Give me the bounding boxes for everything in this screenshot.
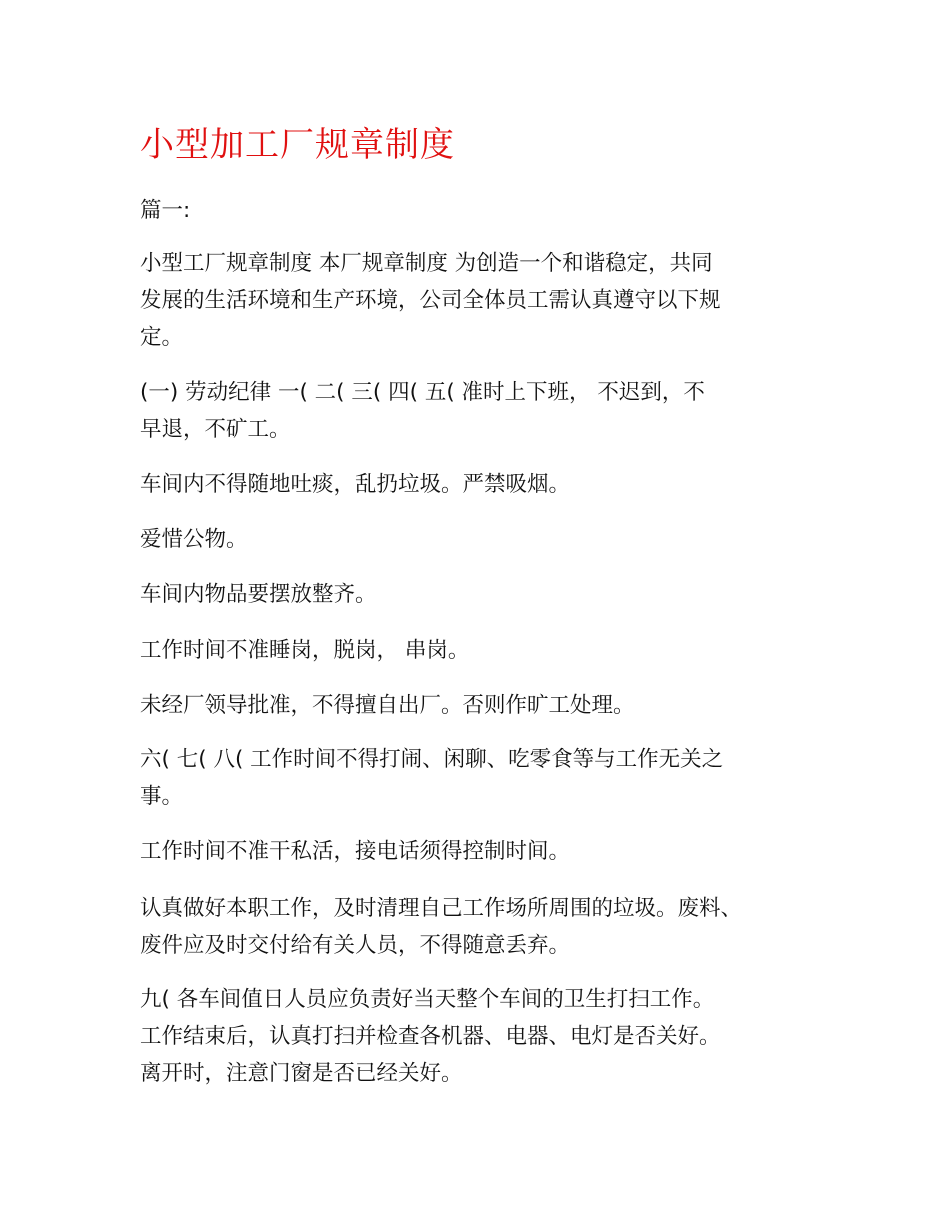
paragraph bbox=[140, 981, 820, 1092]
paragraph bbox=[140, 687, 820, 724]
paragraph bbox=[140, 833, 820, 870]
paragraph-line: 事。 bbox=[140, 784, 184, 809]
paragraph-line: 爱惜公物。 bbox=[140, 527, 248, 552]
paragraph bbox=[140, 576, 820, 613]
paragraph-line: 工作时间不准干私活，接电话须得控制时间。 bbox=[140, 839, 571, 864]
paragraph bbox=[140, 741, 820, 815]
paragraph-line: 九( 各车间值日人员应负责好当天整个车间的卫生打扫工作。 bbox=[140, 987, 715, 1012]
paragraph-line: 小型工厂规章制度 本厂规章制度 为创造一个和谐稳定，共同 bbox=[140, 251, 713, 276]
paragraph bbox=[140, 245, 820, 356]
paragraph-line: 早退，不矿工。 bbox=[140, 417, 291, 442]
paragraph bbox=[140, 374, 820, 448]
paragraph-line: (一) 劳动纪律 一( 二( 三( 四( 五( 准时上下班， 不迟到，不 bbox=[140, 380, 705, 405]
paragraph-line: 篇一: bbox=[140, 198, 191, 223]
paragraph-line: 车间内物品要摆放整齐。 bbox=[140, 582, 377, 607]
paragraph-line: 工作结束后，认真打扫并检查各机器、电器、电灯是否关好。 bbox=[140, 1024, 721, 1049]
document-title: 小型加工厂规章制度 bbox=[140, 125, 455, 165]
paragraph bbox=[140, 192, 820, 229]
paragraph bbox=[140, 521, 820, 558]
paragraph bbox=[140, 466, 820, 503]
paragraph-line: 六( 七( 八( 工作时间不得打闹、闲聊、吃零食等与工作无关之 bbox=[140, 747, 724, 772]
paragraph-line: 工作时间不准睡岗，脱岗， 串岗。 bbox=[140, 638, 470, 663]
paragraph-line: 未经厂领导批准，不得擅自出厂。否则作旷工处理。 bbox=[140, 693, 635, 718]
paragraph-line: 废件应及时交付给有关人员，不得随意丢弃。 bbox=[140, 933, 571, 958]
paragraph-line: 车间内不得随地吐痰，乱扔垃圾。严禁吸烟。 bbox=[140, 472, 571, 497]
paragraph bbox=[140, 632, 820, 669]
paragraph bbox=[140, 890, 820, 964]
paragraph-line: 定。 bbox=[140, 325, 184, 350]
paragraph-line: 发展的生活环境和生产环境，公司全体员工需认真遵守以下规 bbox=[140, 288, 721, 313]
paragraph-line: 离开时，注意门窗是否已经关好。 bbox=[140, 1061, 463, 1086]
paragraph-line: 认真做好本职工作，及时清理自己工作场所周围的垃圾。废料、 bbox=[140, 896, 743, 921]
